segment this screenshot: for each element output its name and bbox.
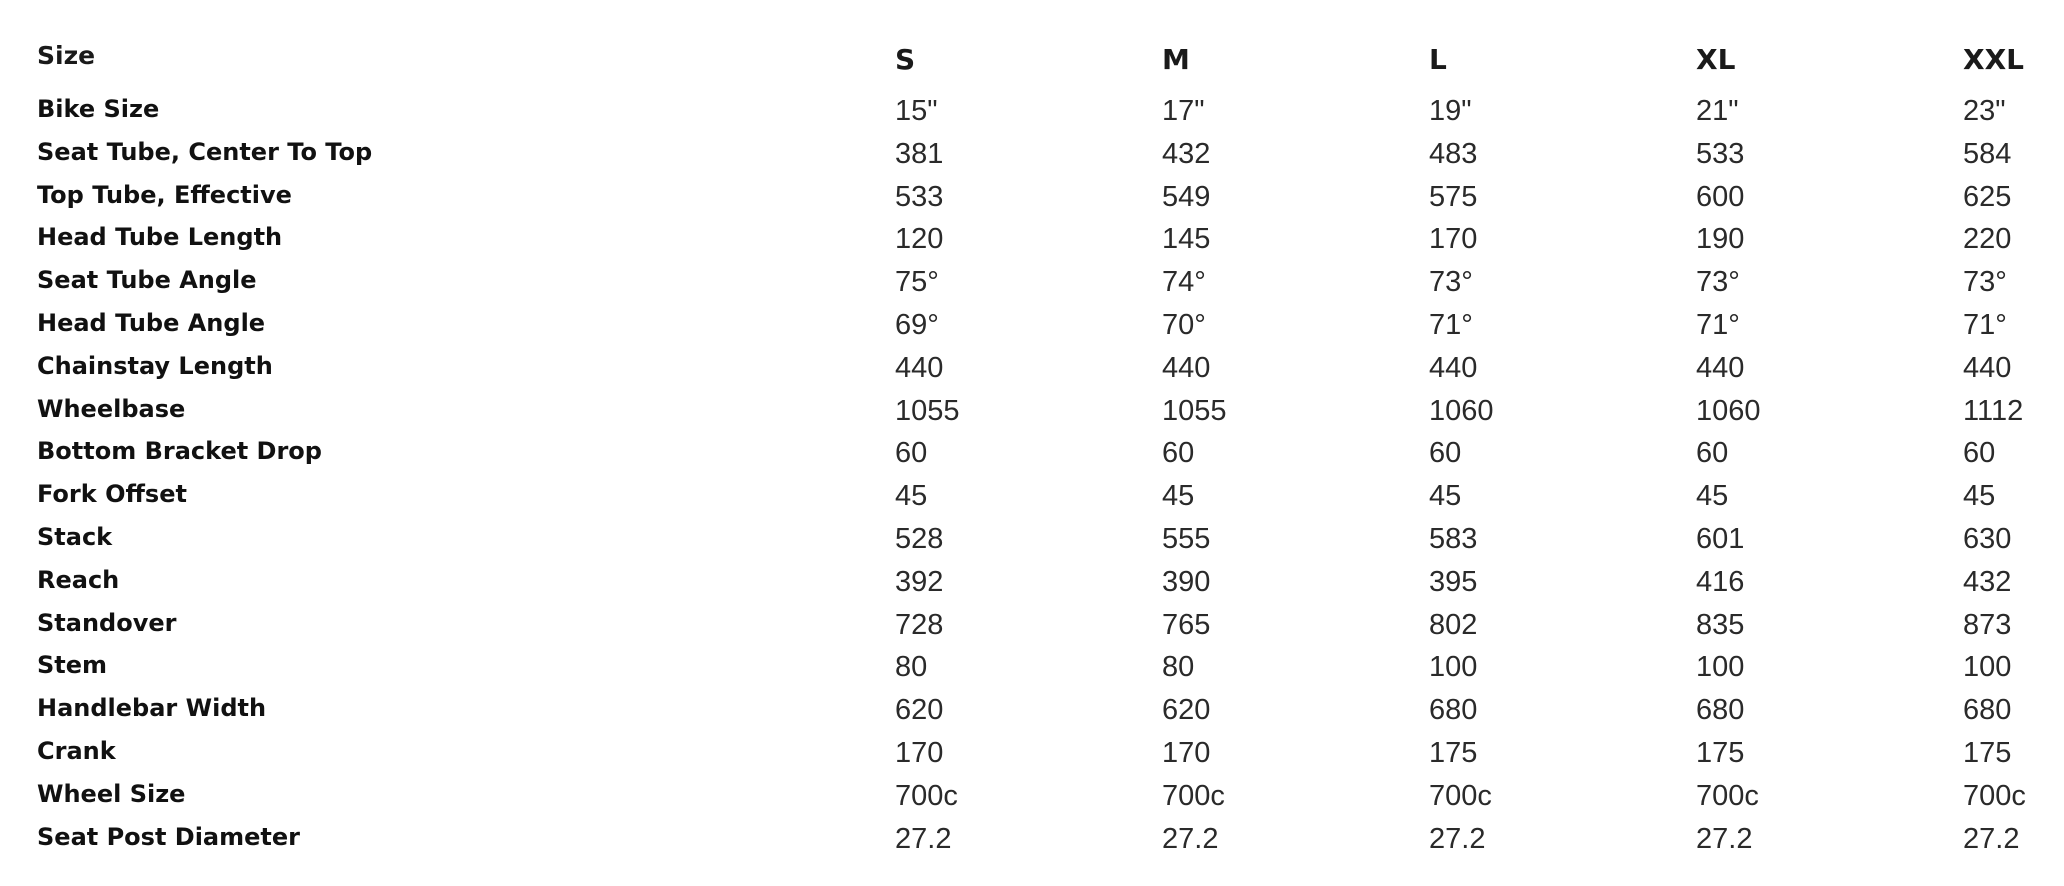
cell-bottom-bracket-drop-l: 60 xyxy=(1429,437,1462,470)
cell-bike-size-s: 15" xyxy=(895,95,938,127)
cell-wheel-size-xl: 700c xyxy=(1696,779,1759,812)
cell-top-tube-effective-l: 575 xyxy=(1429,180,1478,213)
cell-top-tube-effective-s: 533 xyxy=(895,180,944,213)
cell-seat-tube-center-to-top-m: 432 xyxy=(1162,137,1211,170)
table-row-seat-post-diameter xyxy=(37,818,2063,861)
table-row-fork-offset xyxy=(37,475,2063,518)
cell-crank-m: 170 xyxy=(1162,736,1211,769)
cell-seat-post-diameter-l: 27.2 xyxy=(1429,822,1486,855)
cell-stack-xl: 601 xyxy=(1696,522,1745,555)
cell-crank-s: 170 xyxy=(895,736,944,769)
cell-head-tube-angle-m: 70° xyxy=(1162,308,1206,341)
cell-reach-xxl: 432 xyxy=(1963,565,2012,598)
cell-bike-size-xl: 21" xyxy=(1696,95,1739,127)
cell-wheel-size-m: 700c xyxy=(1162,779,1225,812)
geometry-table-header xyxy=(37,36,2063,90)
cell-chainstay-length-xl: 440 xyxy=(1696,351,1745,384)
size-column-heading: Size xyxy=(37,41,96,70)
table-row-seat-tube-center-to-top xyxy=(37,133,2063,176)
cell-bottom-bracket-drop-m: 60 xyxy=(1162,437,1195,470)
cell-head-tube-angle-s: 69° xyxy=(895,308,939,341)
row-label-wheelbase: Wheelbase xyxy=(37,394,186,423)
cell-bottom-bracket-drop-xxl: 60 xyxy=(1963,437,1996,470)
cell-seat-tube-center-to-top-l: 483 xyxy=(1429,137,1478,170)
table-row-crank xyxy=(37,732,2063,775)
cell-wheel-size-xxl: 700c xyxy=(1963,779,2026,812)
table-row-stack xyxy=(37,518,2063,561)
table-row-wheelbase xyxy=(37,390,2063,433)
cell-handlebar-width-m: 620 xyxy=(1162,694,1211,727)
cell-seat-tube-center-to-top-xl: 533 xyxy=(1696,137,1745,170)
row-label-handlebar-width: Handlebar Width xyxy=(37,694,267,723)
cell-head-tube-length-s: 120 xyxy=(895,223,944,256)
cell-seat-tube-angle-xl: 73° xyxy=(1696,266,1740,299)
cell-standover-s: 728 xyxy=(895,608,944,641)
cell-fork-offset-s: 45 xyxy=(895,480,928,513)
cell-crank-l: 175 xyxy=(1429,736,1478,769)
size-heading-xxl: XXL xyxy=(1963,43,2025,76)
row-label-seat-tube-angle: Seat Tube Angle xyxy=(37,266,257,295)
row-label-top-tube-effective: Top Tube, Effective xyxy=(37,180,292,209)
cell-standover-l: 802 xyxy=(1429,608,1478,641)
row-label-stack: Stack xyxy=(37,522,113,551)
table-row-head-tube-angle xyxy=(37,304,2063,347)
cell-standover-xl: 835 xyxy=(1696,608,1745,641)
table-row-chainstay-length xyxy=(37,347,2063,390)
cell-head-tube-length-l: 170 xyxy=(1429,223,1478,256)
row-label-seat-tube-center-to-top: Seat Tube, Center To Top xyxy=(37,137,373,166)
row-label-head-tube-length: Head Tube Length xyxy=(37,223,283,252)
cell-wheelbase-l: 1060 xyxy=(1429,394,1494,427)
cell-head-tube-angle-l: 71° xyxy=(1429,308,1473,341)
cell-seat-tube-angle-l: 73° xyxy=(1429,266,1473,299)
cell-handlebar-width-s: 620 xyxy=(895,694,944,727)
cell-stack-m: 555 xyxy=(1162,522,1211,555)
cell-bike-size-m: 17" xyxy=(1162,95,1205,127)
row-label-seat-post-diameter: Seat Post Diameter xyxy=(37,822,300,851)
cell-seat-post-diameter-m: 27.2 xyxy=(1162,822,1219,855)
table-row-stem xyxy=(37,646,2063,689)
cell-seat-tube-angle-xxl: 73° xyxy=(1963,266,2007,299)
cell-seat-tube-angle-m: 74° xyxy=(1162,266,1206,299)
table-row-head-tube-length xyxy=(37,218,2063,261)
cell-handlebar-width-xl: 680 xyxy=(1696,694,1745,727)
cell-head-tube-length-m: 145 xyxy=(1162,223,1211,256)
cell-stem-m: 80 xyxy=(1162,651,1195,684)
size-heading-s: S xyxy=(895,43,916,76)
row-label-crank: Crank xyxy=(37,736,116,765)
cell-top-tube-effective-xl: 600 xyxy=(1696,180,1745,213)
cell-wheelbase-xl: 1060 xyxy=(1696,394,1761,427)
cell-bike-size-xxl: 23" xyxy=(1963,95,2006,127)
row-label-bottom-bracket-drop: Bottom Bracket Drop xyxy=(37,437,322,466)
cell-top-tube-effective-m: 549 xyxy=(1162,180,1211,213)
size-heading-m: M xyxy=(1162,43,1190,76)
cell-seat-tube-angle-s: 75° xyxy=(895,266,939,299)
cell-reach-s: 392 xyxy=(895,565,944,598)
cell-chainstay-length-xxl: 440 xyxy=(1963,351,2012,384)
cell-stem-xl: 100 xyxy=(1696,651,1745,684)
header-row xyxy=(37,36,2063,90)
table-row-bottom-bracket-drop xyxy=(37,432,2063,475)
cell-seat-tube-center-to-top-s: 381 xyxy=(895,137,944,170)
cell-reach-l: 395 xyxy=(1429,565,1478,598)
table-row-top-tube-effective xyxy=(37,176,2063,219)
geometry-table xyxy=(37,36,2063,860)
table-row-wheel-size xyxy=(37,775,2063,818)
cell-seat-post-diameter-s: 27.2 xyxy=(895,822,952,855)
cell-bike-size-l: 19" xyxy=(1429,95,1472,127)
cell-stem-s: 80 xyxy=(895,651,928,684)
row-label-bike-size: Bike Size xyxy=(37,95,160,123)
cell-chainstay-length-m: 440 xyxy=(1162,351,1211,384)
cell-fork-offset-xxl: 45 xyxy=(1963,480,1996,513)
cell-wheelbase-s: 1055 xyxy=(895,394,960,427)
cell-fork-offset-l: 45 xyxy=(1429,480,1462,513)
row-label-chainstay-length: Chainstay Length xyxy=(37,351,273,380)
cell-fork-offset-m: 45 xyxy=(1162,480,1195,513)
cell-reach-xl: 416 xyxy=(1696,565,1745,598)
cell-bottom-bracket-drop-s: 60 xyxy=(895,437,928,470)
geometry-table-body xyxy=(37,90,2063,860)
size-heading-xl: XL xyxy=(1696,43,1736,76)
cell-wheel-size-l: 700c xyxy=(1429,779,1492,812)
cell-wheelbase-m: 1055 xyxy=(1162,394,1227,427)
cell-wheelbase-xxl: 1112 xyxy=(1963,394,2024,427)
cell-stem-l: 100 xyxy=(1429,651,1478,684)
cell-standover-xxl: 873 xyxy=(1963,608,2012,641)
cell-fork-offset-xl: 45 xyxy=(1696,480,1729,513)
row-label-head-tube-angle: Head Tube Angle xyxy=(37,308,266,337)
cell-chainstay-length-l: 440 xyxy=(1429,351,1478,384)
cell-bottom-bracket-drop-xl: 60 xyxy=(1696,437,1729,470)
cell-crank-xxl: 175 xyxy=(1963,736,2012,769)
table-row-standover xyxy=(37,604,2063,647)
cell-crank-xl: 175 xyxy=(1696,736,1745,769)
table-row-bike-size xyxy=(37,90,2063,133)
cell-wheel-size-s: 700c xyxy=(895,779,958,812)
cell-stack-l: 583 xyxy=(1429,522,1478,555)
cell-stack-s: 528 xyxy=(895,522,944,555)
size-heading-l: L xyxy=(1429,43,1447,76)
cell-handlebar-width-l: 680 xyxy=(1429,694,1478,727)
cell-seat-post-diameter-xl: 27.2 xyxy=(1696,822,1753,855)
cell-seat-tube-center-to-top-xxl: 584 xyxy=(1963,137,2012,170)
cell-head-tube-angle-xxl: 71° xyxy=(1963,308,2007,341)
cell-head-tube-angle-xl: 71° xyxy=(1696,308,1740,341)
row-label-fork-offset: Fork Offset xyxy=(37,480,187,509)
cell-standover-m: 765 xyxy=(1162,608,1211,641)
cell-stack-xxl: 630 xyxy=(1963,522,2012,555)
cell-reach-m: 390 xyxy=(1162,565,1211,598)
table-row-handlebar-width xyxy=(37,689,2063,732)
row-label-stem: Stem xyxy=(37,651,108,680)
cell-top-tube-effective-xxl: 625 xyxy=(1963,180,2012,213)
row-label-wheel-size: Wheel Size xyxy=(37,779,186,808)
row-label-standover: Standover xyxy=(37,608,177,637)
cell-stem-xxl: 100 xyxy=(1963,651,2012,684)
cell-seat-post-diameter-xxl: 27.2 xyxy=(1963,822,2020,855)
table-row-reach xyxy=(37,561,2063,604)
cell-head-tube-length-xl: 190 xyxy=(1696,223,1745,256)
table-row-seat-tube-angle xyxy=(37,261,2063,304)
cell-chainstay-length-s: 440 xyxy=(895,351,944,384)
cell-head-tube-length-xxl: 220 xyxy=(1963,223,2012,256)
cell-handlebar-width-xxl: 680 xyxy=(1963,694,2012,727)
row-label-reach: Reach xyxy=(37,565,120,594)
